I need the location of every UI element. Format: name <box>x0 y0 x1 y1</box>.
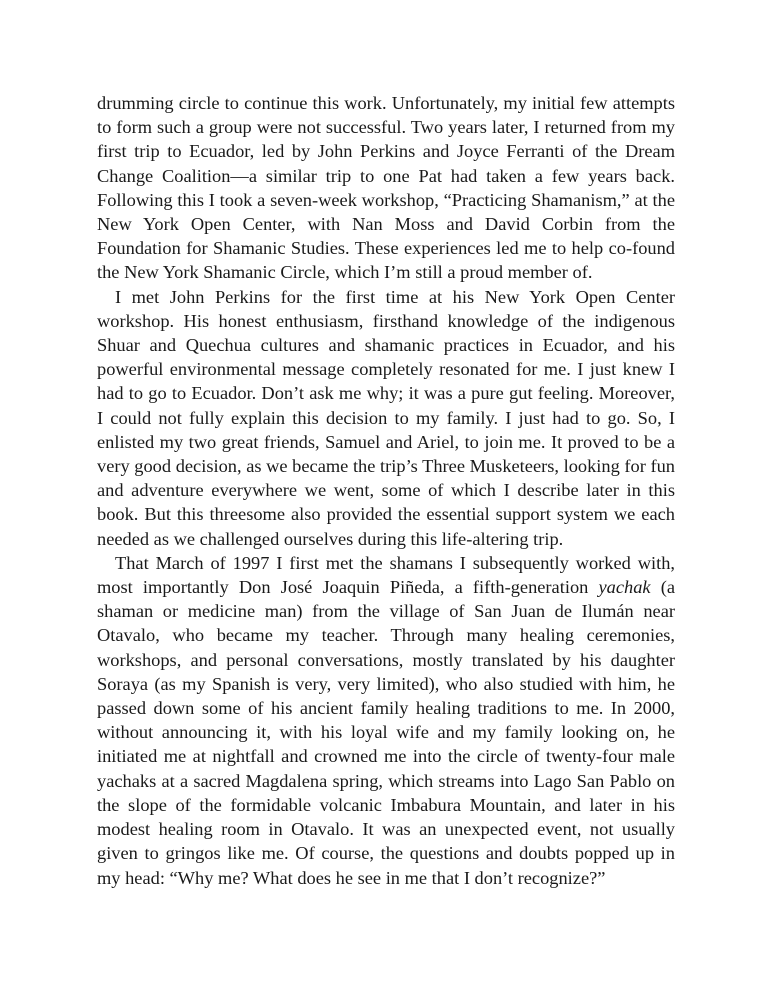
paragraph-1 <box>97 91 675 285</box>
paragraph-2-text: I met John Perkins for the first time at his New York Open Center workshop. His honest enthusiasm, firsthand knowledge of the indigenous Shuar and Quechua cultures and shamanic practices in Ecuador, and his powerful environmental message completely resonated for me. I just knew I had to go to Ecuador. Don’t ask me why; it was a pure gut feeling. Moreover, I could not fully explain this decision to my family. I just had to go. So, I enlisted my two great friends, Samuel and Ariel, to join me. It proved to be a very good decision, as we became the trip’s Three Musketeers, looking for fun and adventure everywhere we went, some of which I describe later in this book. But this threesome also provided the essential support system we each needed as we challenged ourselves during this life-altering trip. <box>97 286 675 549</box>
paragraph-3 <box>97 551 675 890</box>
paragraph-3-text-b: (a shaman or medicine man) from the village of San Juan de Ilumán near Otavalo, who became my teacher. Through many healing ceremonies, workshops, and personal conversations, mostly translated by his daughter Soraya (as my Spanish is very, very limited), who also studied with him, he passed down some of his ancient family healing traditions to me. In 2000, without announcing it, with his loyal wife and my family looking on, he initiated me at nightfall and crowned me into the circle of twenty-four male yachaks at a sacred Magdalena spring, which streams into Lago San Pablo on the slope of the formidable volcanic Imbabura Mountain, and later in his modest healing room in Otavalo. It was an unexpected event, not usually given to gringos like me. Of course, the questions and doubts popped up in my head: “Why me? What does he see in me that I don’t recognize?” <box>97 577 675 888</box>
paragraph-3-text-a: That March of 1997 I first met the shamans I subsequently worked with, most importantly Don José Joaquin Piñeda, a fifth-generation <box>97 552 675 598</box>
paragraph-2 <box>97 285 675 551</box>
page-body <box>97 91 675 890</box>
paragraph-1-text: drumming circle to continue this work. Unfortunately, my initial few attempts to form such a group were not successful. Two years later, I returned from my first trip to Ecuador, led by John Perkins and Joyce Ferranti of the Dream Change Coalition—a similar trip to one Pat had taken a few years back. Following this I took a seven-week workshop, “Practicing Shamanism,” at the New York Open Center, with Nan Moss and David Corbin from the Foundation for Shamanic Studies. These experiences led me to help co-found the New York Shamanic Circle, which I’m still a proud member of. <box>97 93 675 283</box>
paragraph-3-italic-term: yachak <box>598 577 651 598</box>
